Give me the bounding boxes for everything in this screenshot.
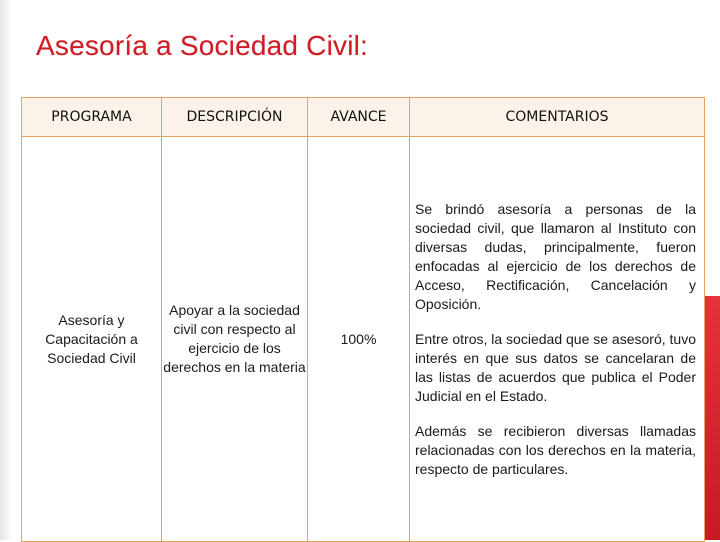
header-descripcion: DESCRIPCIÓN [162, 98, 308, 137]
table-header-row [22, 98, 705, 137]
cell-comentarios [410, 137, 705, 542]
header-avance: AVANCE [308, 98, 410, 137]
cell-programa: Asesoría y Capacitación a Sociedad Civil [22, 137, 162, 542]
comment-paragraph: Además se recibieron diversas llamadas relacionadas con los derechos en la materia, respecto de particulares. [415, 422, 696, 477]
table-row [22, 137, 705, 542]
left-edge-shade [0, 0, 12, 540]
cell-avance: 100% [308, 137, 410, 542]
comment-paragraph: Entre otros, la sociedad que se asesoró, tuvo interés en que sus datos se cancelaran de las listas de acuerdos que publica el Poder Judicial en el Estado. [415, 330, 696, 404]
cell-descripcion: Apoyar a la sociedad civil con respecto al ejercicio de los derechos en la materia [162, 137, 308, 542]
comment-paragraph: Se brindó asesoría a personas de la sociedad civil, que llamaron al Instituto con diversas dudas, principalmente, fueron enfocadas al ejercicio de los derechos de Acceso, Rectificación, Cancelación y Oposición. [415, 200, 696, 312]
header-programa: PROGRAMA [22, 98, 162, 137]
slide-title: Asesoría a Sociedad Civil: [36, 30, 369, 61]
program-table [21, 97, 705, 542]
header-comentarios: COMENTARIOS [410, 98, 705, 137]
